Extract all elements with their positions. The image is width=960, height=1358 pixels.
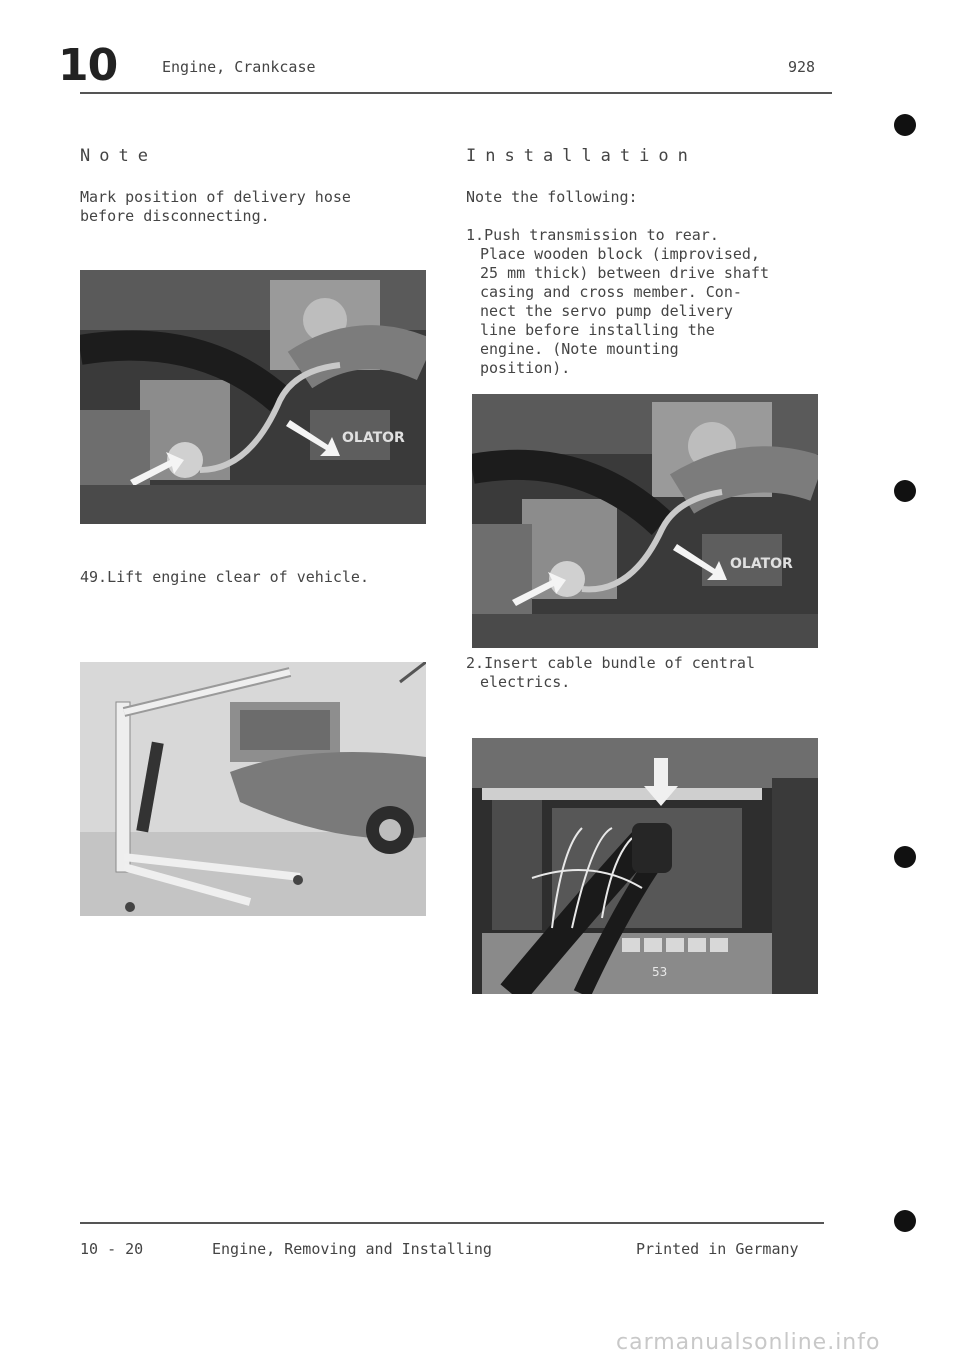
model-number: 928 — [788, 58, 816, 76]
step-1 — [466, 226, 826, 378]
photo-engine-hoist-image — [80, 662, 426, 916]
footer-rule — [80, 1222, 824, 1224]
step-2-line-2: electrics. — [480, 673, 571, 691]
step-2-line-1: Insert cable bundle of central — [484, 654, 755, 672]
printed-in: Printed in Germany — [636, 1240, 799, 1258]
step-1-number: 1. — [466, 226, 485, 244]
binder-hole-4 — [894, 1210, 916, 1232]
photo-delivery-hose-image — [80, 270, 426, 524]
footer-title: Engine, Removing and Installing — [212, 1240, 492, 1258]
photo-delivery-hose — [80, 270, 426, 524]
photo-central-electrics-image — [472, 738, 818, 994]
step-1-line-2: Place wooden block (improvised, — [480, 245, 760, 263]
photo1-label: OLATOR — [342, 430, 405, 446]
step-1-line-7: engine. (Note mounting — [480, 340, 679, 358]
page-number: 10 - 20 — [80, 1240, 144, 1258]
photo-central-electrics — [472, 738, 818, 994]
binder-hole-1 — [894, 114, 916, 136]
step-1-line-5: nect the servo pump delivery — [480, 302, 733, 320]
watermark: carmanualsonline.info — [616, 1330, 881, 1355]
step-49: 49.Lift engine clear of vehicle. — [80, 568, 369, 586]
step-2-number: 2. — [466, 654, 485, 672]
installation-intro: Note the following: — [466, 188, 638, 206]
binder-hole-3 — [894, 846, 916, 868]
photo3-label: OLATOR — [730, 556, 793, 572]
header-rule — [80, 92, 832, 94]
photo4-label: 53 — [652, 965, 668, 979]
note-heading: Note — [80, 146, 157, 166]
step-1-line-6: line before installing the — [480, 321, 715, 339]
step-2 — [466, 654, 826, 692]
installation-heading: Installation — [466, 146, 697, 166]
photo-servo-pump-line — [472, 394, 818, 648]
step-1-line-4: casing and cross member. Con- — [480, 283, 742, 301]
note-line-2: before disconnecting. — [80, 207, 270, 225]
photo-servo-pump-line-image — [472, 394, 818, 648]
step-1-line-3: 25 mm thick) between drive shaft — [480, 264, 769, 282]
binder-hole-2 — [894, 480, 916, 502]
chapter-number: 10 — [58, 40, 118, 91]
photo-engine-hoist — [80, 662, 426, 916]
note-text — [80, 188, 351, 226]
step-1-line-8: position). — [480, 359, 571, 377]
step-1-line-1: Push transmission to rear. — [484, 226, 719, 244]
note-line-1: Mark position of delivery hose — [80, 188, 351, 206]
section-title: Engine, Crankcase — [162, 58, 316, 76]
